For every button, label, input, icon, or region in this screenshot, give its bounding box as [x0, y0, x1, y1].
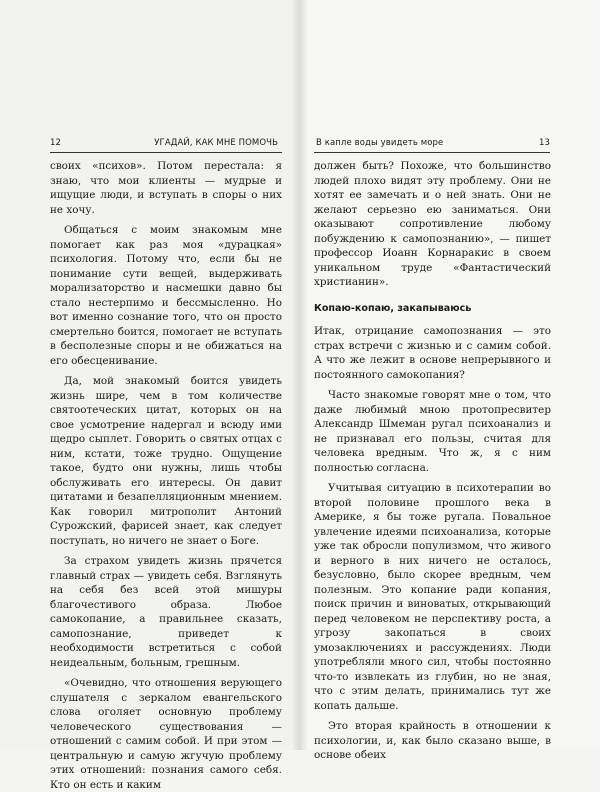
- paragraph: Общаться с моим знакомым мне помогает как раз моя «дурацкая» психология. Потому что, если бы не понимание сути вещей, выдерживать морализаторство и насмешки давно бы стало нестерпимо и бессмысленно. Но вот именно сознание того, что он просто смертельно боится, помогает не вступать в бесполезные споры и не обижаться на его обесценивание.: [50, 224, 282, 367]
- paragraph: Учитывая ситуацию в психотерапии во второй половине прошлого века в Америке, я бы тоже ругала. Повальное увлечение идеями психоанализа, которые уже так обросли популизмом, что живого и верного в них ничего не осталось, безусловно, было скорее вредным, чем полезным. Это копание ради копания, поиск причин и виноватых, открывающий перед человеком не перспективу роста, а угрозу закопаться в своих умозаключениях и рассуждениях. Люди употребляли много сил, чтобы постоянно что-то извлекать из глубин, но не зная, что с этим делать, принимались тут же копать дальше.: [314, 482, 551, 712]
- paragraph: Часто знакомые говорят мне о том, что даже любимый мною протопресвитер Александр Шмеман ругал психоанализ и не признавал его пользы, считая для человека вредным. Что ж, я с ним полностью согласна.: [314, 389, 551, 474]
- right-page-header: [314, 138, 550, 153]
- left-page-header: [50, 138, 282, 153]
- paragraph: Это вторая крайность в отношении к психологии, и, как было сказано выше, в основе обеих: [314, 720, 551, 761]
- left-page-body: [50, 159, 282, 792]
- paragraph: должен быть? Похоже, что большинство людей плохо видят эту проблему. Они не хотят ее замечать и о ней знать. Они не желают серьезно ею заниматься. Они оказывают сопротивление любому побуждению к самопознанию», — пишет профессор Иоанн Корнаракис в своем уникальном труде «Фантастический христианин».: [314, 160, 551, 288]
- running-title: УГАДАЙ, КАК МНЕ ПОМОЧЬ: [154, 138, 278, 148]
- page-number: 12: [50, 138, 62, 148]
- section-heading: Копаю-копаю, закапываюсь: [314, 302, 472, 314]
- page-number: 13: [538, 138, 550, 148]
- left-page: [0, 0, 300, 791]
- running-title: В капле воды увидеть море: [316, 138, 444, 148]
- right-page: [300, 0, 600, 761]
- right-page-body: [314, 159, 551, 763]
- paragraph: Да, мой знакомый боится увидеть жизнь шире, чем в том количестве святоотеческих цитат, которых он на свое усмотрение надергал и всюду ими щедро сыплет. Говорить о святых отцах с ним, кстати, тоже трудно. Ощущение такое, будто они нужны, лишь чтобы обслуживать его интересы. Он давит цитатами и безапелляционным мнением. Как говорил митрополит Антоний Сурожский, фарисей знает, как следует поступать, но ничего не знает о Боге.: [50, 375, 282, 547]
- paragraph: своих «психов». Потом перестала: я знаю, что мои клиенты — мудрые и ищущие люди, и вступать в споры о них не хочу.: [50, 160, 282, 216]
- paragraph: Итак, отрицание самопознания — это страх встречи с жизнью и с самим собой. А что же лежит в основе непрерывного и постоянного самокопания?: [314, 325, 551, 381]
- paragraph: «Очевидно, что отношения верующего слушателя с зеркалом евангельского слова оголяет основную проблему человеческого существования — отношений с самим собой. И при этом — центральную и самую жгучую проблему этих отношений: познания самого себя. Кто он есть и каким: [50, 677, 282, 791]
- paragraph: За страхом увидеть жизнь прячется главный страх — увидеть себя. Взглянуть на себя без всей этой мишуры благочестивого образа. Любое самокопание, а правильнее сказать, самопознание, приведет к необходимости встретиться с собой неидеальным, больным, грешным.: [50, 555, 282, 669]
